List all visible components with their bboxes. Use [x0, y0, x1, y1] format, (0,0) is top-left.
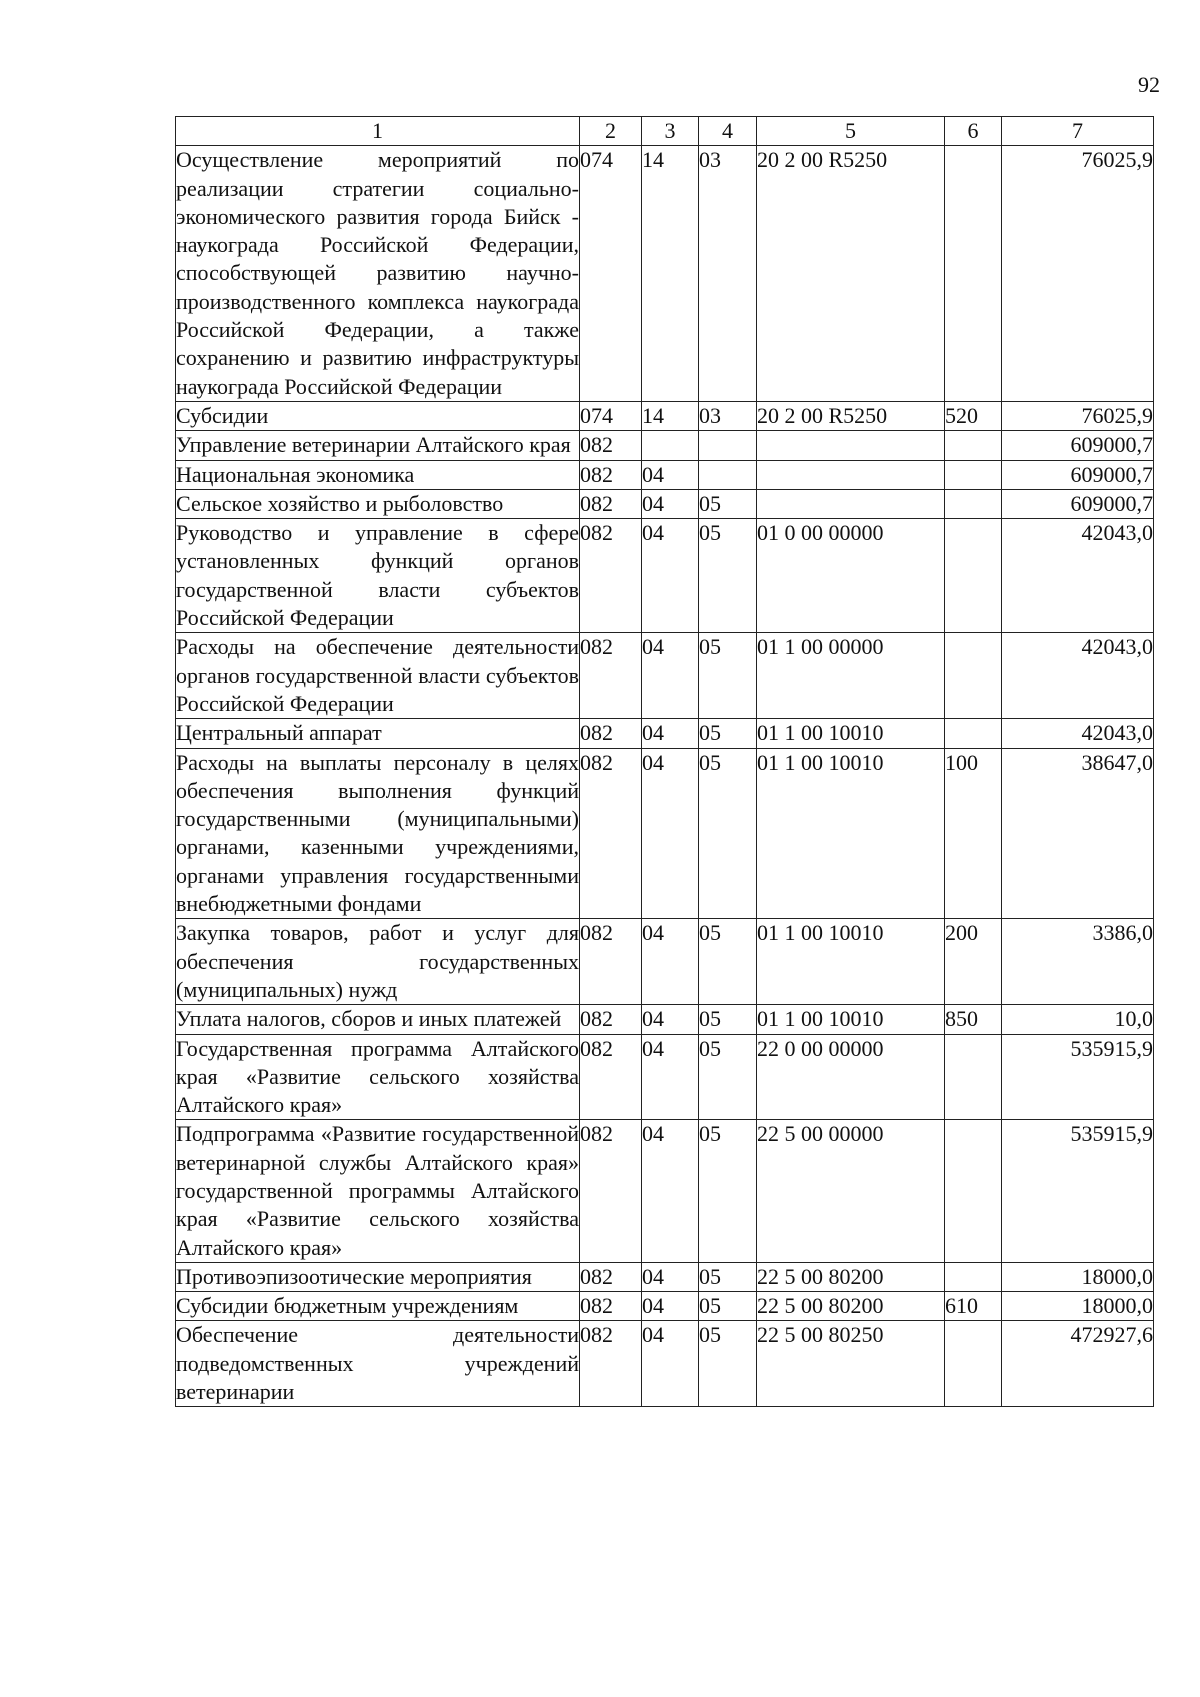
budget-table — [175, 116, 1154, 1407]
amount: 535915,9 — [1002, 1120, 1154, 1262]
row-name: Расходы на выплаты персоналу в целях обеспечения выполнения функций государственными (муниципальными) органами, казенными учреждениями, органами управления государственными внебюджетными фондами — [176, 748, 580, 919]
page-number: 92 — [1138, 72, 1160, 97]
ved-code: 082 — [580, 1321, 642, 1407]
csr-code: 01 0 00 00000 — [757, 519, 945, 633]
ved-code: 082 — [580, 1292, 642, 1321]
amount: 18000,0 — [1002, 1262, 1154, 1291]
pr-code — [699, 460, 757, 489]
pr-code: 05 — [699, 1005, 757, 1034]
table-row — [176, 919, 1154, 1005]
pr-code: 05 — [699, 1262, 757, 1291]
ved-code: 074 — [580, 401, 642, 430]
vr-code — [945, 1120, 1002, 1262]
csr-code — [757, 460, 945, 489]
vr-code — [945, 1262, 1002, 1291]
rz-code: 04 — [642, 1321, 699, 1407]
vr-code — [945, 519, 1002, 633]
vr-code: 850 — [945, 1005, 1002, 1034]
table-row — [176, 633, 1154, 719]
pr-code: 05 — [699, 1292, 757, 1321]
rz-code: 04 — [642, 1034, 699, 1120]
rz-code — [642, 431, 699, 460]
header-cell-1: 1 — [176, 117, 580, 146]
pr-code: 03 — [699, 146, 757, 402]
ved-code: 082 — [580, 460, 642, 489]
csr-code: 22 5 00 80200 — [757, 1292, 945, 1321]
rz-code: 04 — [642, 1120, 699, 1262]
vr-code: 610 — [945, 1292, 1002, 1321]
amount: 10,0 — [1002, 1005, 1154, 1034]
amount: 609000,7 — [1002, 489, 1154, 518]
pr-code: 05 — [699, 633, 757, 719]
ved-code: 074 — [580, 146, 642, 402]
table-row — [176, 401, 1154, 430]
csr-code: 22 5 00 00000 — [757, 1120, 945, 1262]
csr-code: 22 0 00 00000 — [757, 1034, 945, 1120]
ved-code: 082 — [580, 633, 642, 719]
rz-code: 04 — [642, 1005, 699, 1034]
row-name: Государственная программа Алтайского края «Развитие сельского хозяйства Алтайского края» — [176, 1034, 580, 1120]
ved-code: 082 — [580, 1120, 642, 1262]
table-row — [176, 1262, 1154, 1291]
csr-code — [757, 489, 945, 518]
row-name: Субсидии — [176, 401, 580, 430]
vr-code — [945, 460, 1002, 489]
csr-code: 01 1 00 10010 — [757, 1005, 945, 1034]
row-name: Обеспечение деятельности подведомственных учреждений ветеринарии — [176, 1321, 580, 1407]
vr-code — [945, 489, 1002, 518]
row-name: Осуществление мероприятий по реализации стратегии социально-экономического развития города Бийск - наукограда Российской Федерации, способствующей развитию научно-производственного комплекса наукограда Российской Федерации, а также сохранению и развитию инфраструктуры наукограда Российской Федерации — [176, 146, 580, 402]
row-name: Уплата налогов, сборов и иных платежей — [176, 1005, 580, 1034]
vr-code: 200 — [945, 919, 1002, 1005]
ved-code: 082 — [580, 1262, 642, 1291]
row-name: Управление ветеринарии Алтайского края — [176, 431, 580, 460]
csr-code — [757, 431, 945, 460]
csr-code: 01 1 00 10010 — [757, 748, 945, 919]
rz-code: 14 — [642, 401, 699, 430]
header-cell-5: 5 — [757, 117, 945, 146]
table-row — [176, 146, 1154, 402]
vr-code — [945, 1321, 1002, 1407]
ved-code: 082 — [580, 1034, 642, 1120]
pr-code: 03 — [699, 401, 757, 430]
amount: 42043,0 — [1002, 633, 1154, 719]
amount: 38647,0 — [1002, 748, 1154, 919]
pr-code: 05 — [699, 489, 757, 518]
amount: 76025,9 — [1002, 401, 1154, 430]
vr-code — [945, 431, 1002, 460]
amount: 18000,0 — [1002, 1292, 1154, 1321]
pr-code: 05 — [699, 519, 757, 633]
row-name: Расходы на обеспечение деятельности органов государственной власти субъектов Российской Федерации — [176, 633, 580, 719]
header-cell-2: 2 — [580, 117, 642, 146]
rz-code: 04 — [642, 719, 699, 748]
row-name: Подпрограмма «Развитие государственной ветеринарной службы Алтайского края» государственной программы Алтайского края «Развитие сельского хозяйства Алтайского края» — [176, 1120, 580, 1262]
header-cell-7: 7 — [1002, 117, 1154, 146]
amount: 609000,7 — [1002, 431, 1154, 460]
vr-code: 520 — [945, 401, 1002, 430]
header-row — [176, 117, 1154, 146]
table-row — [176, 1005, 1154, 1034]
ved-code: 082 — [580, 1005, 642, 1034]
row-name: Руководство и управление в сфере установленных функций органов государственной власти субъектов Российской Федерации — [176, 519, 580, 633]
rz-code: 04 — [642, 489, 699, 518]
pr-code — [699, 431, 757, 460]
header-cell-3: 3 — [642, 117, 699, 146]
pr-code: 05 — [699, 748, 757, 919]
header-cell-4: 4 — [699, 117, 757, 146]
table-row — [176, 719, 1154, 748]
csr-code: 22 5 00 80200 — [757, 1262, 945, 1291]
csr-code: 01 1 00 00000 — [757, 633, 945, 719]
rz-code: 04 — [642, 633, 699, 719]
ved-code: 082 — [580, 431, 642, 460]
row-name: Сельское хозяйство и рыболовство — [176, 489, 580, 518]
csr-code: 20 2 00 R5250 — [757, 401, 945, 430]
rz-code: 04 — [642, 460, 699, 489]
table-row — [176, 1120, 1154, 1262]
amount: 42043,0 — [1002, 519, 1154, 633]
ved-code: 082 — [580, 519, 642, 633]
vr-code — [945, 719, 1002, 748]
vr-code: 100 — [945, 748, 1002, 919]
rz-code: 04 — [642, 1262, 699, 1291]
rz-code: 04 — [642, 1292, 699, 1321]
csr-code: 01 1 00 10010 — [757, 719, 945, 748]
row-name: Противоэпизоотические мероприятия — [176, 1262, 580, 1291]
table-row — [176, 1292, 1154, 1321]
ved-code: 082 — [580, 748, 642, 919]
amount: 472927,6 — [1002, 1321, 1154, 1407]
pr-code: 05 — [699, 919, 757, 1005]
table-row — [176, 431, 1154, 460]
table-row — [176, 1034, 1154, 1120]
table-row — [176, 489, 1154, 518]
amount: 609000,7 — [1002, 460, 1154, 489]
table-row — [176, 1321, 1154, 1407]
pr-code: 05 — [699, 1321, 757, 1407]
csr-code: 22 5 00 80250 — [757, 1321, 945, 1407]
ved-code: 082 — [580, 919, 642, 1005]
pr-code: 05 — [699, 1034, 757, 1120]
rz-code: 14 — [642, 146, 699, 402]
vr-code — [945, 146, 1002, 402]
vr-code — [945, 633, 1002, 719]
amount: 535915,9 — [1002, 1034, 1154, 1120]
ved-code: 082 — [580, 719, 642, 748]
pr-code: 05 — [699, 719, 757, 748]
row-name: Национальная экономика — [176, 460, 580, 489]
rz-code: 04 — [642, 748, 699, 919]
amount: 3386,0 — [1002, 919, 1154, 1005]
vr-code — [945, 1034, 1002, 1120]
row-name: Закупка товаров, работ и услуг для обеспечения государственных (муниципальных) нужд — [176, 919, 580, 1005]
row-name: Субсидии бюджетным учреждениям — [176, 1292, 580, 1321]
amount: 76025,9 — [1002, 146, 1154, 402]
ved-code: 082 — [580, 489, 642, 518]
rz-code: 04 — [642, 919, 699, 1005]
table-row — [176, 519, 1154, 633]
header-cell-6: 6 — [945, 117, 1002, 146]
csr-code: 01 1 00 10010 — [757, 919, 945, 1005]
table-row — [176, 460, 1154, 489]
pr-code: 05 — [699, 1120, 757, 1262]
row-name: Центральный аппарат — [176, 719, 580, 748]
csr-code: 20 2 00 R5250 — [757, 146, 945, 402]
rz-code: 04 — [642, 519, 699, 633]
amount: 42043,0 — [1002, 719, 1154, 748]
table-row — [176, 748, 1154, 919]
